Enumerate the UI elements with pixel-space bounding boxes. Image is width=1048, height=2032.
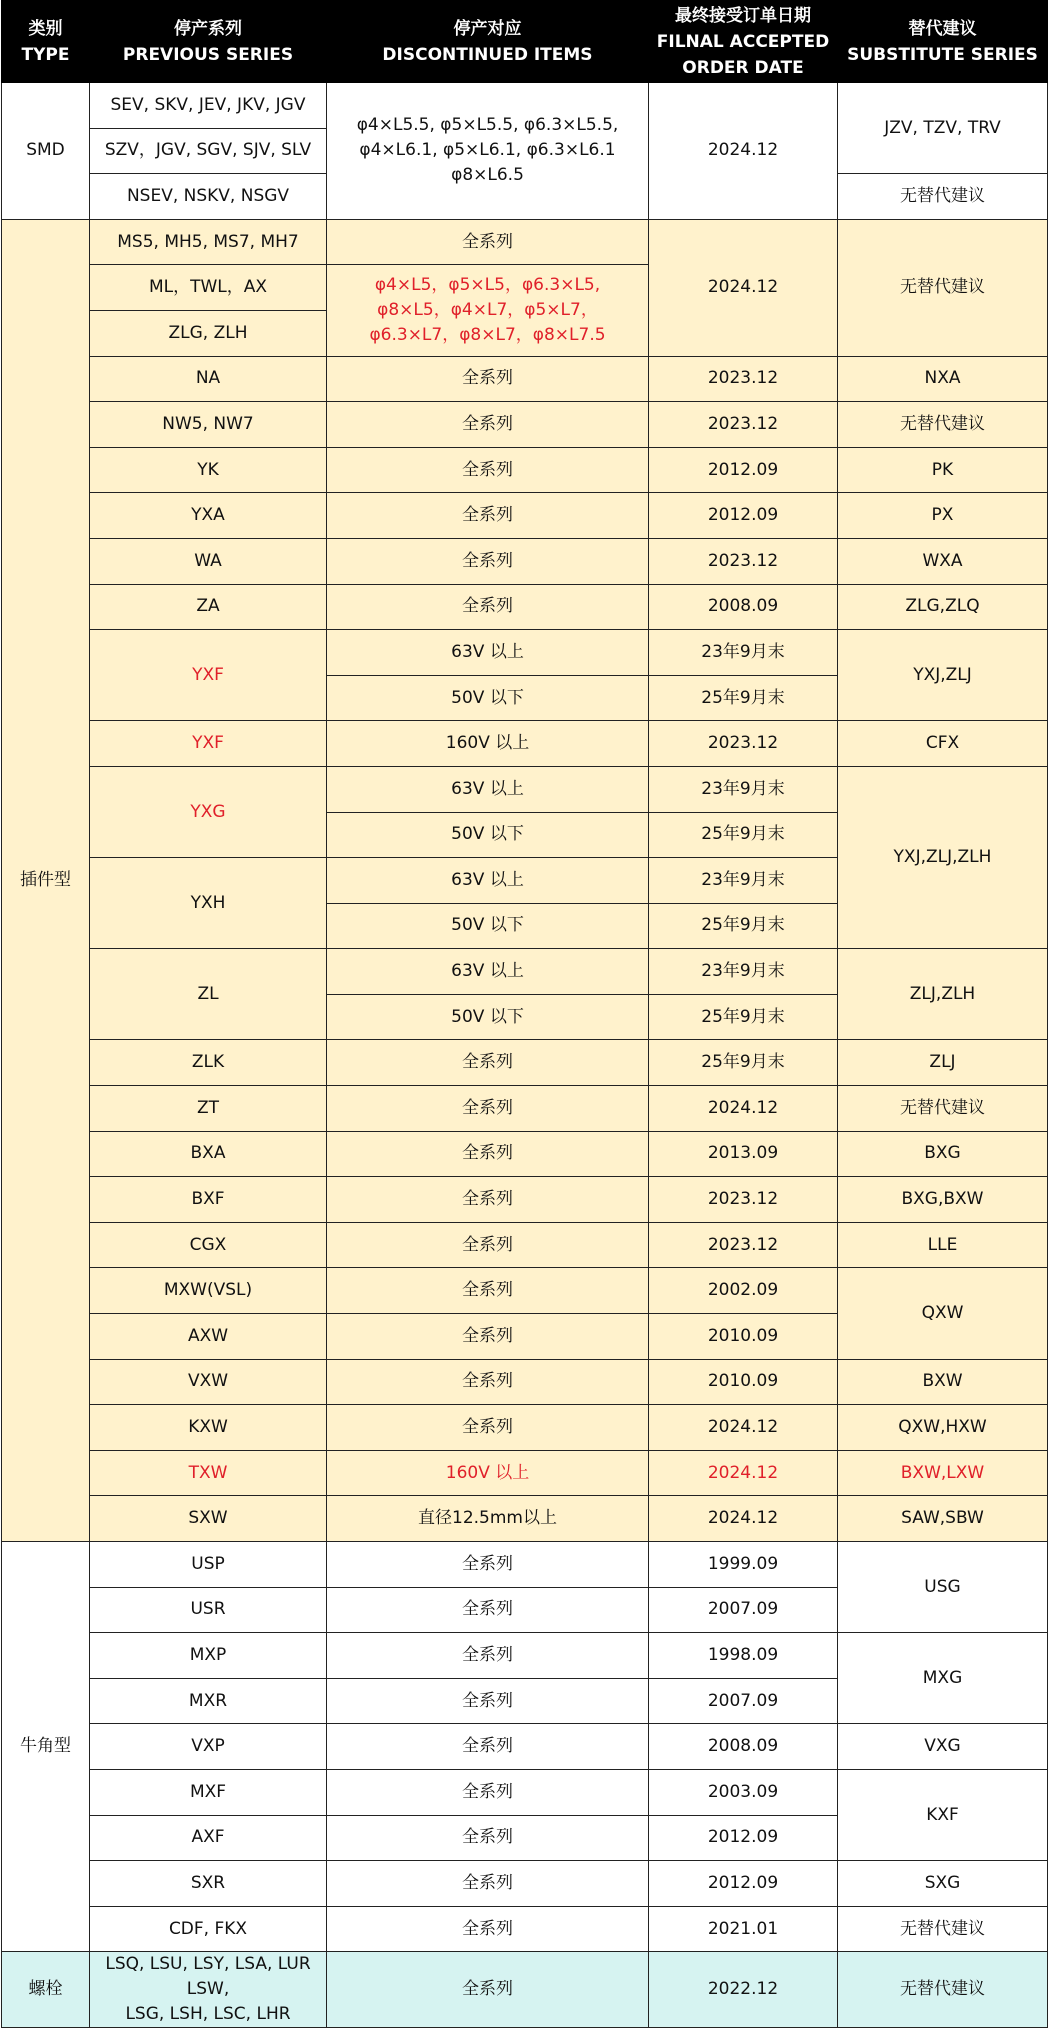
substitute-cell: 无替代建议 xyxy=(838,402,1048,448)
substitute-cell: 无替代建议 xyxy=(838,1086,1048,1132)
substitute-cell: CFX xyxy=(838,721,1048,767)
substitute-cell: PK xyxy=(838,447,1048,493)
date-cell: 2008.09 xyxy=(649,584,838,630)
items-cell: 全系列 xyxy=(327,1815,649,1861)
type-cell-horn: 牛角型 xyxy=(2,1542,90,1952)
series-cell: SEV, SKV, JEV, JKV, JGV xyxy=(90,83,327,129)
table-row xyxy=(2,1086,1048,1132)
date-cell: 2023.12 xyxy=(649,1177,838,1223)
items-cell: 全系列 xyxy=(327,1359,649,1405)
date-cell: 23年9月末 xyxy=(649,630,838,676)
table-row xyxy=(2,1633,1048,1679)
series-cell: YK xyxy=(90,447,327,493)
series-cell: ZLK xyxy=(90,1040,327,1086)
items-cell: 50V 以下 xyxy=(327,812,649,858)
series-cell: VXP xyxy=(90,1724,327,1770)
date-cell: 2012.09 xyxy=(649,447,838,493)
date-cell: 2007.09 xyxy=(649,1678,838,1724)
header-row xyxy=(2,1,1048,83)
items-cell: 全系列 xyxy=(327,1268,649,1314)
table-row xyxy=(2,584,1048,630)
series-cell: LSQ, LSU, LSY, LSA, LUR LSW, LSG, LSH, LSC, LHR xyxy=(90,1952,327,2028)
series-cell: KXW xyxy=(90,1405,327,1451)
items-cell: 63V 以上 xyxy=(327,949,649,995)
substitute-cell: 无替代建议 xyxy=(838,1952,1048,2028)
series-cell: ZL xyxy=(90,949,327,1040)
items-cell: 全系列 xyxy=(327,1405,649,1451)
date-cell: 2023.12 xyxy=(649,1222,838,1268)
date-cell: 25年9月末 xyxy=(649,994,838,1040)
substitute-cell: BXW xyxy=(838,1359,1048,1405)
series-cell: ML，TWL，AX xyxy=(90,265,327,311)
items-cell: 63V 以上 xyxy=(327,858,649,904)
series-cell: USP xyxy=(90,1542,327,1588)
items-cell: 50V 以下 xyxy=(327,675,649,721)
items-cell: φ4×L5.5, φ5×L5.5, φ6.3×L5.5, φ4×L6.1, φ5×L6.1, φ6.3×L6.1 φ8×L6.5 xyxy=(327,83,649,220)
items-cell: 全系列 xyxy=(327,356,649,402)
table-row xyxy=(2,1450,1048,1496)
series-cell: NA xyxy=(90,356,327,402)
date-cell: 2023.12 xyxy=(649,402,838,448)
table-row xyxy=(2,1952,1048,2028)
table-row xyxy=(2,1769,1048,1815)
table-row xyxy=(2,1268,1048,1314)
items-cell: 全系列 xyxy=(327,402,649,448)
date-cell: 2012.09 xyxy=(649,1815,838,1861)
date-cell: 2022.12 xyxy=(649,1952,838,2028)
table-row xyxy=(2,1177,1048,1223)
type-cell-plug: 插件型 xyxy=(2,219,90,1541)
date-cell: 2024.12 xyxy=(649,1405,838,1451)
series-cell: USR xyxy=(90,1587,327,1633)
series-cell: CDF, FKX xyxy=(90,1906,327,1952)
date-cell: 23年9月末 xyxy=(649,766,838,812)
table-row xyxy=(2,1861,1048,1907)
items-cell: 全系列 xyxy=(327,493,649,539)
date-cell: 2024.12 xyxy=(649,1086,838,1132)
items-cell: 全系列 xyxy=(327,1040,649,1086)
table-row xyxy=(2,1359,1048,1405)
series-cell: YXH xyxy=(90,858,327,949)
table-row xyxy=(2,219,1048,265)
substitute-cell: ZLJ xyxy=(838,1040,1048,1086)
substitute-cell: YXJ,ZLJ xyxy=(838,630,1048,721)
header-previous-series: 停产系列 PREVIOUS SERIES xyxy=(90,1,327,83)
series-cell: BXF xyxy=(90,1177,327,1223)
substitute-cell: NXA xyxy=(838,356,1048,402)
date-cell: 2024.12 xyxy=(649,1450,838,1496)
items-cell: 全系列 xyxy=(327,1314,649,1360)
date-cell: 2023.12 xyxy=(649,721,838,767)
substitute-cell: KXF xyxy=(838,1769,1048,1860)
table-row xyxy=(2,949,1048,995)
table-row xyxy=(2,1131,1048,1177)
date-cell: 23年9月末 xyxy=(649,949,838,995)
substitute-cell: 无替代建议 xyxy=(838,174,1048,220)
items-cell: 全系列 xyxy=(327,1222,649,1268)
table-row xyxy=(2,402,1048,448)
discontinued-series-table xyxy=(1,0,1048,2028)
date-cell: 2024.12 xyxy=(649,219,838,356)
substitute-cell: PX xyxy=(838,493,1048,539)
items-cell: 160V 以上 xyxy=(327,1450,649,1496)
table-row xyxy=(2,493,1048,539)
series-cell: WA xyxy=(90,538,327,584)
series-cell: MXF xyxy=(90,1769,327,1815)
items-cell: 全系列 xyxy=(327,1177,649,1223)
substitute-cell: MXG xyxy=(838,1633,1048,1724)
items-cell: 50V 以下 xyxy=(327,994,649,1040)
series-cell: TXW xyxy=(90,1450,327,1496)
series-cell: NSEV, NSKV, NSGV xyxy=(90,174,327,220)
substitute-cell: USG xyxy=(838,1542,1048,1633)
date-cell: 2023.12 xyxy=(649,356,838,402)
items-cell: 全系列 xyxy=(327,1131,649,1177)
date-cell: 2023.12 xyxy=(649,538,838,584)
date-cell: 1998.09 xyxy=(649,1633,838,1679)
substitute-cell: QXW xyxy=(838,1268,1048,1359)
date-cell: 25年9月末 xyxy=(649,1040,838,1086)
series-cell: ZA xyxy=(90,584,327,630)
date-cell: 2012.09 xyxy=(649,1861,838,1907)
items-cell: 全系列 xyxy=(327,1086,649,1132)
date-cell: 2008.09 xyxy=(649,1724,838,1770)
items-cell: 63V 以上 xyxy=(327,630,649,676)
series-cell: CGX xyxy=(90,1222,327,1268)
date-cell: 23年9月末 xyxy=(649,858,838,904)
items-cell: 全系列 xyxy=(327,1633,649,1679)
substitute-cell: SAW,SBW xyxy=(838,1496,1048,1542)
date-cell: 2021.01 xyxy=(649,1906,838,1952)
series-cell: YXG xyxy=(90,766,327,857)
substitute-cell: BXG xyxy=(838,1131,1048,1177)
items-cell: 全系列 xyxy=(327,1587,649,1633)
substitute-cell: YXJ,ZLJ,ZLH xyxy=(838,766,1048,948)
header-discontinued-items: 停产对应 DISCONTINUED ITEMS xyxy=(327,1,649,83)
items-cell: 直径12.5mm以上 xyxy=(327,1496,649,1542)
date-cell: 2010.09 xyxy=(649,1314,838,1360)
items-cell: 全系列 xyxy=(327,584,649,630)
table-row xyxy=(2,721,1048,767)
items-cell: 63V 以上 xyxy=(327,766,649,812)
series-cell: SZV，JGV, SGV, SJV, SLV xyxy=(90,128,327,174)
series-cell: AXF xyxy=(90,1815,327,1861)
table-row xyxy=(2,1542,1048,1588)
items-cell: 全系列 xyxy=(327,447,649,493)
items-cell: 全系列 xyxy=(327,1906,649,1952)
items-cell: φ4×L5，φ5×L5，φ6.3×L5, φ8×L5，φ4×L7，φ5×L7， φ6.3×L7，φ8×L7，φ8×L7.5 xyxy=(327,265,649,356)
date-cell: 2010.09 xyxy=(649,1359,838,1405)
substitute-cell: JZV, TZV, TRV xyxy=(838,83,1048,174)
table-row xyxy=(2,1724,1048,1770)
table-row xyxy=(2,1222,1048,1268)
table-row xyxy=(2,1040,1048,1086)
table-row xyxy=(2,356,1048,402)
table-row xyxy=(2,1906,1048,1952)
items-cell: 全系列 xyxy=(327,1678,649,1724)
table-row xyxy=(2,447,1048,493)
series-cell: NW5, NW7 xyxy=(90,402,327,448)
substitute-cell: WXA xyxy=(838,538,1048,584)
items-cell: 全系列 xyxy=(327,1952,649,2028)
table-row xyxy=(2,1496,1048,1542)
items-cell: 全系列 xyxy=(327,538,649,584)
items-cell: 全系列 xyxy=(327,219,649,265)
table-row xyxy=(2,538,1048,584)
substitute-cell: BXW,LXW xyxy=(838,1450,1048,1496)
type-cell-smd: SMD xyxy=(2,83,90,220)
table-row xyxy=(2,630,1048,676)
series-cell: MXR xyxy=(90,1678,327,1724)
items-cell: 全系列 xyxy=(327,1861,649,1907)
items-cell: 全系列 xyxy=(327,1724,649,1770)
table-row xyxy=(2,766,1048,812)
items-cell: 50V 以下 xyxy=(327,903,649,949)
date-cell: 2007.09 xyxy=(649,1587,838,1633)
series-cell: ZT xyxy=(90,1086,327,1132)
table-row xyxy=(2,83,1048,129)
items-cell: 全系列 xyxy=(327,1542,649,1588)
substitute-cell: VXG xyxy=(838,1724,1048,1770)
series-cell: AXW xyxy=(90,1314,327,1360)
series-cell: ZLG, ZLH xyxy=(90,310,327,356)
series-cell: SXW xyxy=(90,1496,327,1542)
date-cell: 2012.09 xyxy=(649,493,838,539)
date-cell: 25年9月末 xyxy=(649,903,838,949)
substitute-cell: ZLG,ZLQ xyxy=(838,584,1048,630)
substitute-cell: LLE xyxy=(838,1222,1048,1268)
date-cell: 2013.09 xyxy=(649,1131,838,1177)
substitute-cell: ZLJ,ZLH xyxy=(838,949,1048,1040)
series-cell: SXR xyxy=(90,1861,327,1907)
items-cell: 全系列 xyxy=(327,1769,649,1815)
substitute-cell: 无替代建议 xyxy=(838,219,1048,356)
series-cell: MS5, MH5, MS7, MH7 xyxy=(90,219,327,265)
date-cell: 25年9月末 xyxy=(649,675,838,721)
series-cell: YXF xyxy=(90,721,327,767)
series-cell: YXA xyxy=(90,493,327,539)
series-cell: MXW(VSL) xyxy=(90,1268,327,1314)
items-cell: 160V 以上 xyxy=(327,721,649,767)
header-final-order-date: 最终接受订单日期 FILNAL ACCEPTED ORDER DATE xyxy=(649,1,838,83)
date-cell: 1999.09 xyxy=(649,1542,838,1588)
header-substitute-series: 替代建议 SUBSTITUTE SERIES xyxy=(838,1,1048,83)
date-cell: 25年9月末 xyxy=(649,812,838,858)
table-row xyxy=(2,1405,1048,1451)
series-cell: MXP xyxy=(90,1633,327,1679)
type-cell-bolt: 螺栓 xyxy=(2,1952,90,2028)
series-cell: YXF xyxy=(90,630,327,721)
series-cell: BXA xyxy=(90,1131,327,1177)
substitute-cell: QXW,HXW xyxy=(838,1405,1048,1451)
substitute-cell: SXG xyxy=(838,1861,1048,1907)
date-cell: 2002.09 xyxy=(649,1268,838,1314)
substitute-cell: BXG,BXW xyxy=(838,1177,1048,1223)
substitute-cell: 无替代建议 xyxy=(838,1906,1048,1952)
series-cell: VXW xyxy=(90,1359,327,1405)
date-cell: 2024.12 xyxy=(649,83,838,220)
date-cell: 2024.12 xyxy=(649,1496,838,1542)
header-type: 类别 TYPE xyxy=(2,1,90,83)
date-cell: 2003.09 xyxy=(649,1769,838,1815)
